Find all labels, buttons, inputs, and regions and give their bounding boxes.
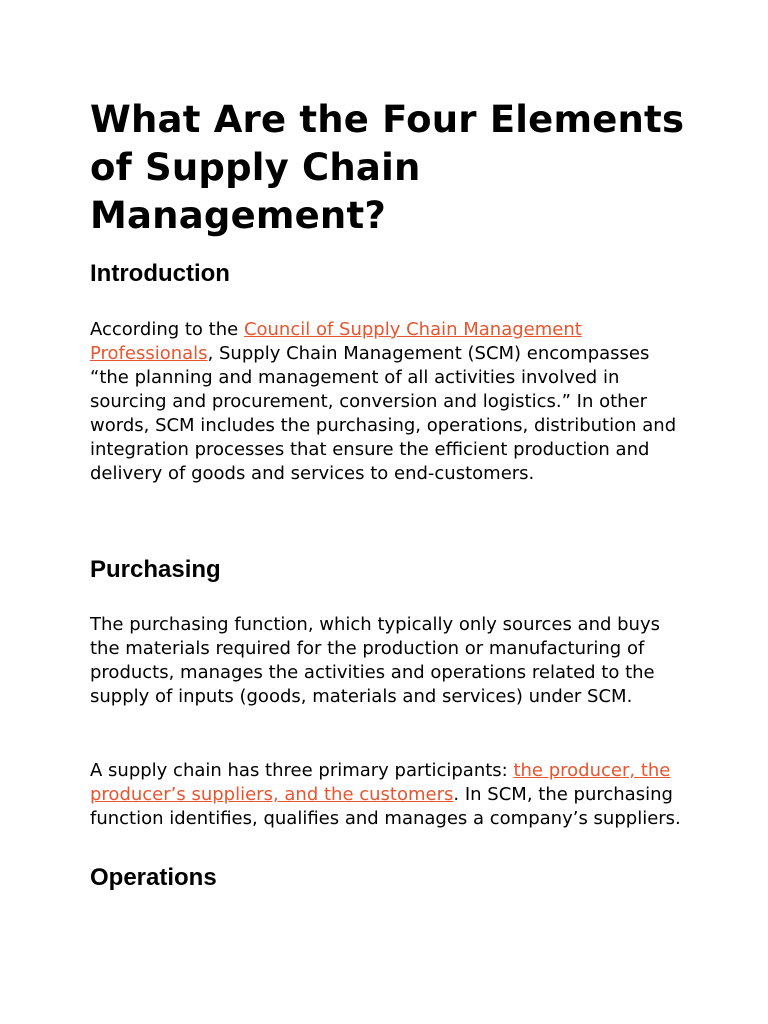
intro-text-lead: According to the	[90, 319, 244, 340]
introduction-paragraph	[90, 318, 690, 486]
participants-text-body: . In SCM, the purchasing function identifies, qualifies and manages a company’s suppliers.	[90, 784, 681, 829]
intro-text-body: , Supply Chain Management (SCM) encompasses “the planning and management of all activities involved in sourcing and procurement, conversion and logistics.” In other words, SCM includes the purchasing, operations, distribution and integration processes that ensure the efficient production and delivery of goods and services to end-customers.	[90, 343, 677, 484]
purchasing-paragraph-1: The purchasing function, which typically only sources and buys the materials required for the production or manufacturing of products, manages the activities and operations related to the supply of inputs (goods, materials and services) under SCM.	[90, 614, 660, 707]
cscmp-link[interactable]: Council of Supply Chain Management Professionals	[90, 319, 582, 364]
participants-link[interactable]: the producer, the producer’s suppliers, and the customers	[90, 760, 671, 805]
operations-heading: Operations	[90, 864, 217, 891]
introduction-heading: Introduction	[90, 260, 230, 287]
purchasing-heading: Purchasing	[90, 556, 221, 583]
purchasing-paragraph-2	[90, 759, 690, 831]
participants-text-lead: A supply chain has three primary participants:	[90, 760, 514, 781]
page-title: What Are the Four Elements of Supply Chain Management?	[90, 98, 685, 237]
